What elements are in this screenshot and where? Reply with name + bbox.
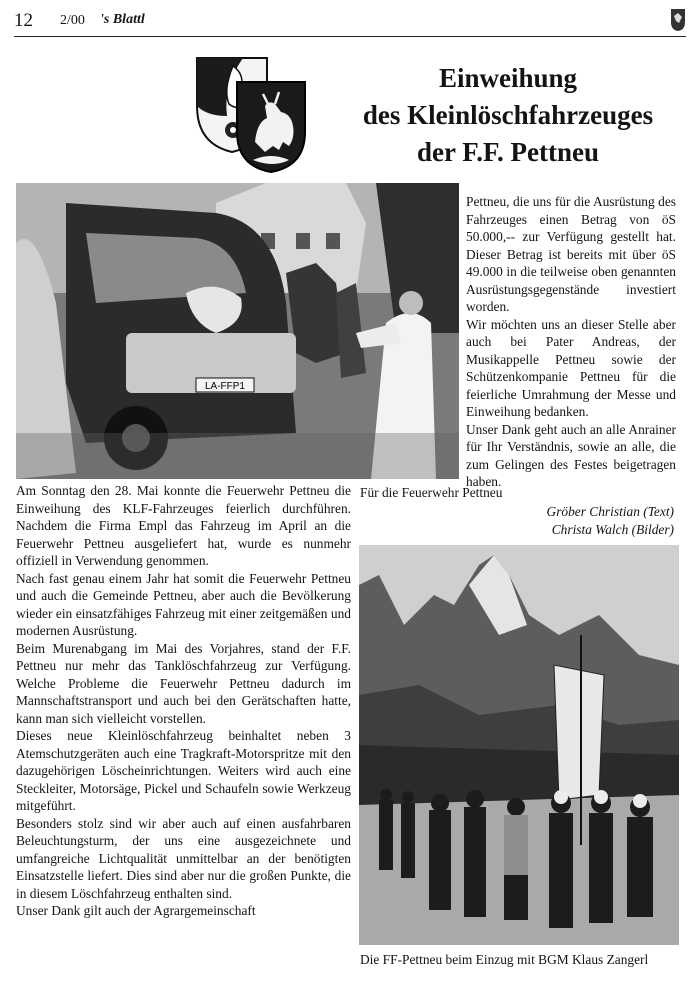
crest-small-icon [670, 8, 686, 32]
photo-parade [359, 545, 679, 945]
credit-text: Gröber Christian (Text) [546, 504, 674, 519]
paragraph: Beim Murenabgang im Mai des Vorjahres, stand der F.F. Pettneu nur mehr das Tanklöschfahrzeug zur Verfügung. Welche Probleme die Feuerwehr Pettneu dadurch im Mannschaftstransport und auch bei den Gerätschaften hatte, kann man sich vielleicht vorstellen. [16, 640, 351, 726]
license-plate: LA-FFP1 [204, 381, 246, 392]
title-line: des Kleinlöschfahrzeuges [362, 100, 654, 130]
issue-label: 2/00 [60, 13, 85, 28]
photo-vehicle-blessing [16, 183, 459, 479]
paragraph: Unser Dank gilt auch der Agrargemeinschaft [16, 903, 256, 918]
paragraph: Nach fast genau einem Jahr hat somit die Feuerwehr Pettneu und auch die Gemeinde Pettneu, aber auch die Bevölkerung wieder ein einsatzfähiges Fahrzeug mit einer zeitgemäßen und modernen Ausrüstung. [16, 570, 351, 638]
paragraph: Am Sonntag den 28. Mai konnte die Feuerwehr Pettneu die Einweihung des KLF-Fahrzeuges feierlich durchführen. Nachdem die Firma Empl das Fahrzeug im April an die Feuerwehr Pettneu ausgeliefert hat, wurde es nunmehr offiziell in Verwendung genommen. [16, 483, 351, 568]
magazine-name: 's Blattl [100, 12, 145, 27]
coat-of-arms-icon [193, 56, 309, 174]
photo-caption: Die FF-Pettneu beim Einzug mit BGM Klaus Zangerl [360, 952, 649, 967]
text-column-left [16, 482, 351, 920]
paragraph: Pettneu, die uns für die Ausrüstung des Fahrzeuges einen Betrag von öS 50.000,-- zur Verfügung gestellt hat. Dieser Betrag ist bereits mit über öS 49.000 in die teilweise oben genannten Ausrüstungsgegenstände investiert worden. [466, 194, 676, 314]
page-header [14, 8, 686, 37]
paragraph: Besonders stolz sind wir aber auch auf einen ausfahrbaren Beleuchtungsturm, der uns eine ausgezeichnete und umfangreiche Lichtqualität unmittelbar an der benötigten Einsatzstelle liefert. Dies sind aber nur die großen Punkte, die in diesem Löschfahrzeug enthalten sind. [16, 815, 351, 901]
title-line: Einweihung [438, 63, 578, 93]
article-title [334, 60, 682, 171]
paragraph: Unser Dank geht auch an alle Anrainer für Ihr Verständnis, sowie an alle, die zum Gelingen des Festes beigetragen haben. [466, 421, 676, 489]
title-line: der F.F. Pettneu [417, 137, 599, 167]
paragraph: Wir möchten uns an dieser Stelle aber auch bei Pater Andreas, der Musikappelle Pettneu sowie der Schützenkompanie Pettneu für die feierliche Umrahmung der Messe und Einweihung bedanken. [466, 316, 676, 419]
text-column-right [466, 193, 676, 491]
page-number: 12 [14, 10, 33, 31]
signoff: Für die Feuerwehr Pettneu [360, 485, 503, 500]
credit-photos: Christa Walch (Bilder) [551, 522, 674, 537]
paragraph: Dieses neue Kleinlöschfahrzeug beinhaltet neben 3 Atemschutzgeräten auch eine Tragkraft-Motorspritze mit den dazugehörigen Löscheinrichtungen. Weiters wird auch eine Steckleiter, Motorsäge, Pickel und Schaufeln sowie Werkzeug mitgeführt. [16, 728, 351, 813]
